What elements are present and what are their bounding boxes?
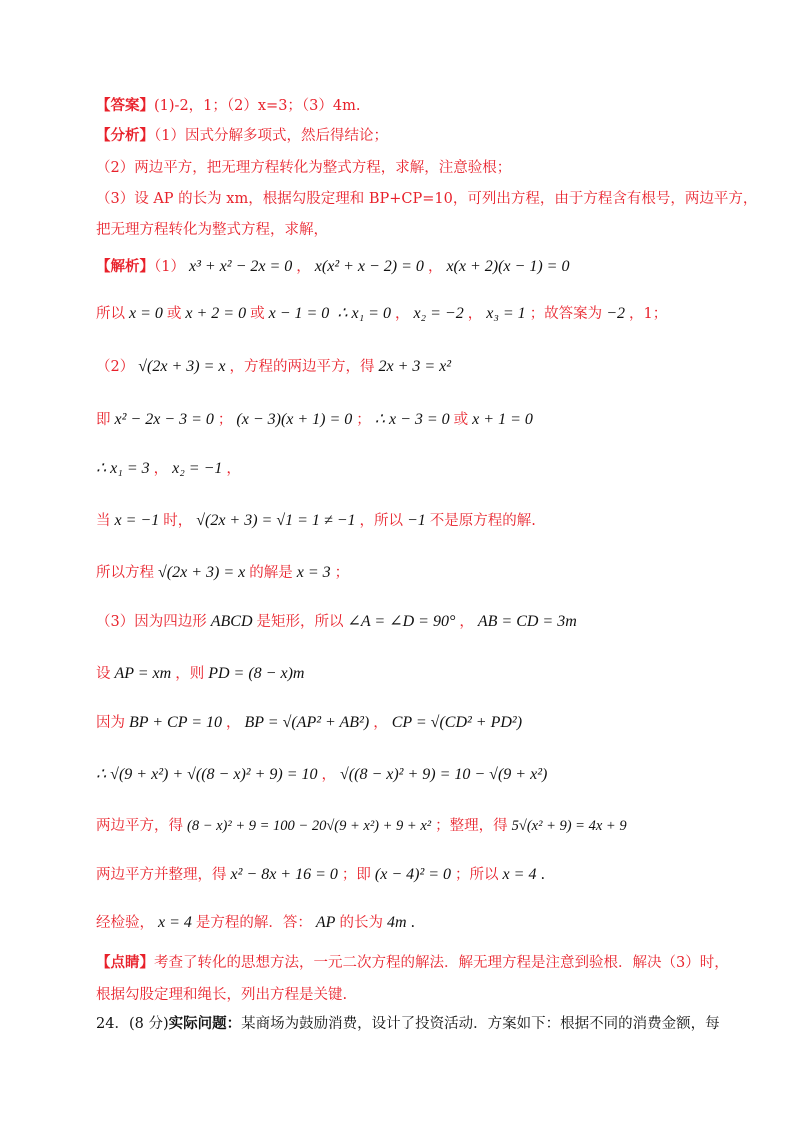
equation: x = 3 [296, 564, 331, 581]
solution-line-10 [96, 713, 710, 733]
equation: x + 2 = 0 [185, 305, 247, 322]
equation: x₂ = −2 [413, 305, 464, 322]
solution-line-9 [96, 664, 710, 684]
equation: x + 1 = 0 [472, 411, 533, 428]
equation: ∴ √(9 + x²) + √((8 − x)² + 9) = 10 [96, 766, 318, 783]
analysis-line-4 [96, 220, 710, 240]
separator: ， [459, 614, 474, 630]
question-24-line [96, 1014, 720, 1034]
text: （3）因为四边形 [96, 614, 207, 630]
equation: ∠A = ∠D = 90° [347, 613, 456, 630]
equation: (x − 3)(x + 1) = 0 [236, 411, 353, 428]
equation: √(2x + 3) = x [138, 358, 226, 375]
equation: x² − 8x + 16 = 0 [230, 866, 338, 883]
separator: ， [394, 306, 410, 322]
text: ，1； [628, 306, 668, 322]
solution-line-12 [96, 816, 710, 836]
text: 两边平方并整理，得 [96, 867, 227, 883]
equation: CP = √(CD² + PD²) [391, 714, 523, 731]
separator: ， [321, 767, 336, 783]
text: ；所以 [455, 867, 499, 883]
equation: BP = √(AP² + AB²) [244, 714, 370, 731]
text: ，所以 [359, 513, 403, 529]
text: 即 [96, 412, 111, 428]
solution-line-8 [96, 612, 710, 632]
text: 两边平方，得 [96, 818, 183, 834]
text: 时， [163, 513, 193, 529]
equation: ∴ x₁ = 0 [337, 305, 391, 322]
equation: PD = (8 − x)m [208, 665, 305, 682]
question-title: 实际问题： [168, 1015, 242, 1032]
text: 所以 [96, 306, 125, 322]
text: 因为 [96, 715, 125, 731]
equation: −1 [407, 512, 426, 529]
equation: ∴ x − 3 = 0 [374, 411, 450, 428]
solution-line-2 [96, 304, 710, 324]
text: 当 [96, 513, 111, 529]
text: 或 [166, 306, 182, 322]
solution-line-5 [96, 459, 710, 479]
equation: 2x + 3 = x² [378, 358, 452, 375]
text: 经检验， [96, 915, 154, 931]
equation: x(x² + x − 2) = 0 [314, 258, 424, 275]
text: 的长为 [339, 915, 383, 931]
text: 不是原方程的解. [429, 513, 536, 529]
analysis-text-3: （3）设 AP 的长为 xm，根据勾股定理和 BP+CP=10，可列出方程，由于方程含有根号，两边平方， [96, 191, 758, 207]
answer-line [96, 96, 710, 116]
solution-line-11 [96, 765, 710, 785]
analysis-text-1: （1）因式分解多项式，然后得结论； [154, 128, 388, 144]
equation: (x − 4)² = 0 [374, 866, 452, 883]
equation: −2 [606, 305, 625, 322]
analysis-line-3 [96, 189, 758, 209]
equation: (8 − x)² + 9 = 100 − 20√(9 + x²) + 9 + x² [187, 818, 432, 834]
equation: x = 4 [158, 914, 192, 931]
text: 或 [250, 306, 265, 322]
text: ，则 [175, 666, 205, 682]
question-number: 24．(8 分) [96, 1016, 169, 1032]
separator: ， [467, 306, 483, 322]
separator: ， [226, 461, 241, 477]
text: ；故答案为 [529, 306, 603, 322]
equation: x(x + 2)(x − 1) = 0 [446, 258, 570, 275]
equation: x = −1 [114, 512, 160, 529]
text: . [540, 867, 546, 883]
equation: x² − 2x − 3 = 0 [114, 411, 214, 428]
separator: ， [153, 461, 169, 477]
equation: ∴ x₁ = 3 [96, 460, 150, 477]
solution-tag: 【解析】 [96, 258, 154, 275]
comment-text-2: 根据勾股定理和绳长，列出方程是关键. [96, 987, 348, 1003]
comment-line-1 [96, 953, 729, 973]
equation: 5√(x² + 9) = 4x + 9 [511, 818, 627, 834]
comment-line-2 [96, 985, 710, 1005]
text: ，方程的两边平方，得 [229, 359, 375, 375]
equation: √(2x + 3) = √1 = 1 ≠ −1 [196, 512, 356, 529]
text: ；即 [341, 867, 371, 883]
solution-line-4 [96, 410, 710, 430]
equation: ABCD [210, 613, 253, 630]
analysis-line-1 [96, 126, 710, 146]
solution-part-label: （2） [96, 359, 135, 375]
separator: ， [373, 715, 388, 731]
solution-line-1 [96, 257, 710, 277]
solution-part-label: （1） [154, 259, 185, 275]
equation: AP = xm [114, 665, 172, 682]
solution-line-13 [96, 865, 710, 885]
separator: ； [356, 412, 371, 428]
answer-text: (1)-2，1；（2）x=3；（3）4m. [154, 98, 361, 114]
analysis-tag: 【分析】 [96, 127, 154, 144]
text: 设 [96, 666, 111, 682]
equation: AB = CD = 3m [477, 613, 577, 630]
question-text: 某商场为鼓励消费，设计了投资活动．方案如下：根据不同的消费金额，每 [241, 1016, 720, 1032]
equation: x₂ = −1 [172, 460, 223, 477]
solution-line-3 [96, 357, 710, 377]
text: 是矩形，所以 [256, 614, 344, 630]
text: . [410, 915, 416, 931]
separator: ， [296, 259, 311, 275]
text: ； [334, 565, 350, 581]
text: 或 [453, 412, 469, 428]
analysis-text-2: （2）两边平方，把无理方程转化为整式方程，求解，注意验根； [96, 160, 512, 176]
equation: BP + CP = 10 [129, 714, 223, 731]
analysis-text-4: 把无理方程转化为整式方程，求解， [96, 222, 328, 238]
solution-line-7 [96, 563, 710, 583]
equation: x³ + x² − 2x = 0 [188, 258, 293, 275]
separator: ， [226, 715, 241, 731]
solution-line-14 [96, 913, 710, 933]
equation: √((8 − x)² + 9) = 10 − √(9 + x²) [340, 766, 548, 783]
text: ；整理，得 [435, 818, 508, 834]
equation: x − 1 = 0 [268, 305, 330, 322]
equation: AP [315, 914, 336, 931]
equation: √(2x + 3) = x [158, 564, 246, 581]
equation: x = 0 [129, 305, 163, 322]
answer-tag: 【答案】 [96, 97, 154, 114]
text: 所以方程 [96, 565, 154, 581]
text: 的解是 [249, 565, 293, 581]
equation: x₃ = 1 [486, 305, 526, 322]
separator: ； [217, 412, 233, 428]
text: 是方程的解．答： [195, 915, 312, 931]
equation: 4m [386, 914, 407, 931]
comment-text-1: 考查了转化的思想方法，一元二次方程的解法．解无理方程是注意到验根．解决（3）时， [154, 955, 729, 971]
equation: x = 4 [502, 866, 537, 883]
solution-line-6 [96, 511, 710, 531]
separator: ， [427, 259, 443, 275]
comment-tag: 【点睛】 [96, 954, 154, 971]
analysis-line-2 [96, 158, 710, 178]
